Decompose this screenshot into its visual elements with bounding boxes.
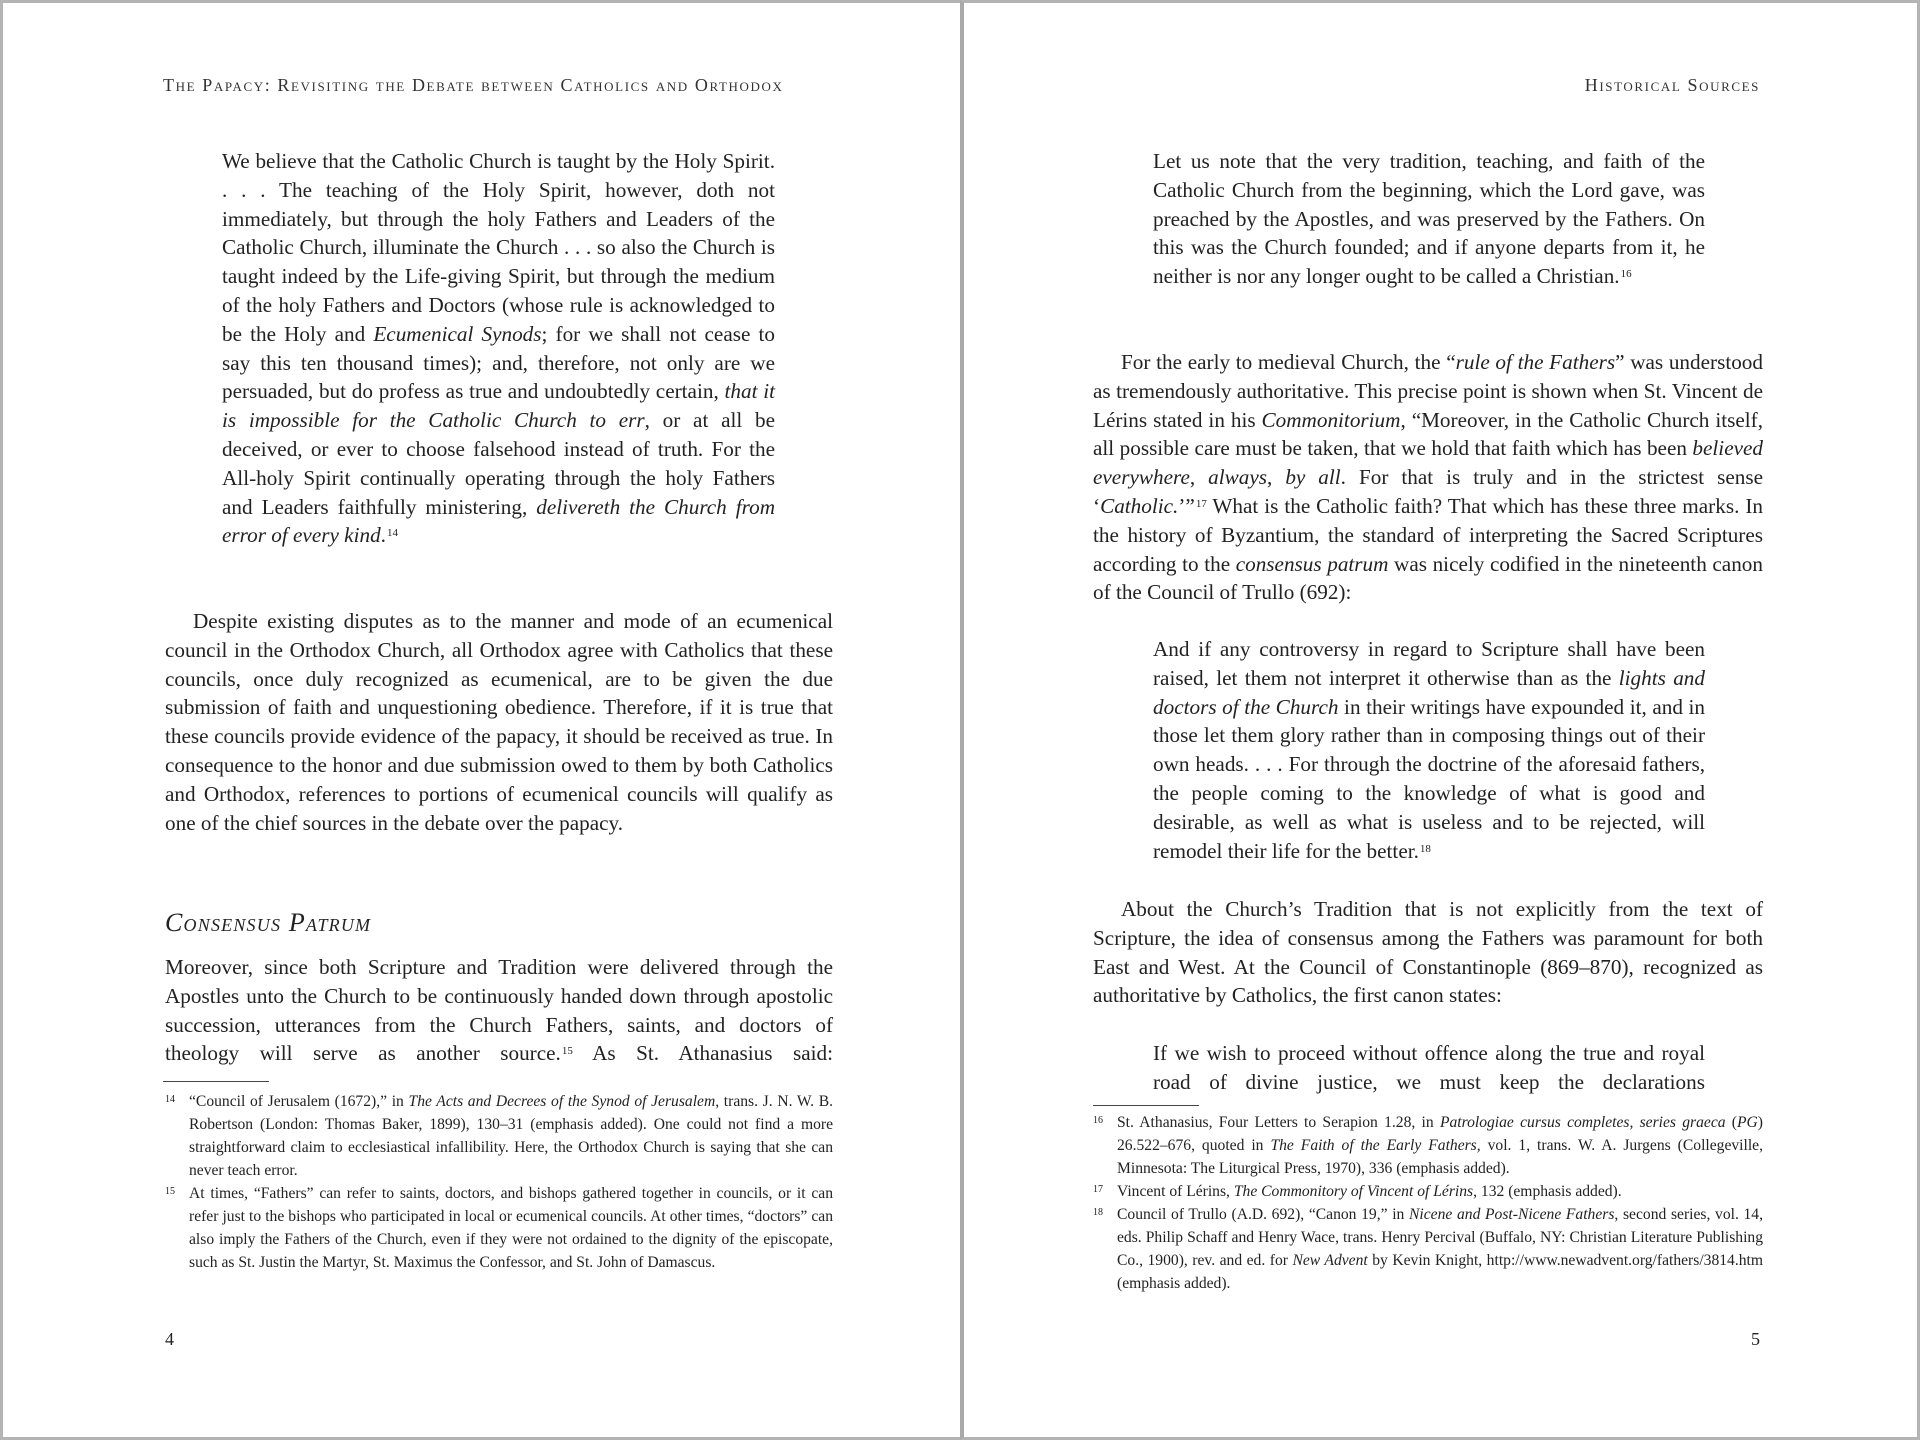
block-quote: Let us note that the very tradition, teaching, and faith of the Catholic Church from the beginning, which the Lord gave, was preached by the Apostles, and was preserved by the Fathers. On this was the Church founded; and if anyone departs from it, he neither is nor any longer ought to be called a Christian.$^{16}$ [1153,149,1705,289]
footnote: 14 “Council of Jerusalem (1672),” in The Acts and Decrees of the Synod of Jerusalem, trans. J. N. W. B. Robertson (London: Thomas Baker, 1899), 130–31 (emphasis added). One could not find a more straightforward claim to ecclesiastical infallibility. Here, the Orthodox Church is saying that she can never teach error. [165,1093,834,1179]
footnote-ref[interactable]: 17 [1195,497,1207,510]
footnote-ref[interactable]: 16 [1620,268,1632,281]
footnote: 18 Council of Trullo (A.D. 692), “Canon 19,” in Nicene and Post-Nicene Fathers, second series, vol. 14, eds. Philip Schaff and Henry Wace, trans. Henry Percival (Buffalo, NY: Christian Literature Publishing Co., 1900), rev. and ed. for New Advent by Kevin Knight, http://www.newadvent.org/fathers/3814.htm (emphasis added). [1093,1206,1764,1292]
block-quote: And if any controversy in regard to Scripture shall have been raised, let them not interpret it otherwise than as the lights and doctors of the Church in their writings have expounded it, and in those let them glory rather than in composing things out of their own heads. . . . For through the doctrine of the aforesaid fathers, the people coming to the knowledge of what is good and desirable, as well as what is useless and to be rejected, will remodel their life for the better.$^{18}$ [1153,637,1706,863]
footnote-rule [1093,1105,1199,1106]
body-paragraph: For the early to medieval Church, the “rule of the Fathers” was understood as tremendously authoritative. This precise point is shown when St. Vincent de Lérins stated in his Commonitorium, “Moreover, in the Catholic Church itself, all possible care must be taken, that we hold that faith which has been believed everywhere, always, by all. For that is truly and in the strictest sense ‘Catholic.’”$^{17}$ What is the Catholic faith? That which has these three marks. In the history of Byzantium, the standard of interpreting the Sacred Scriptures according to the consensus patrum was nicely codified in the nineteenth canon of the Council of Trullo (692): [1093,350,1763,605]
footnote-ref[interactable]: 14 [386,527,398,540]
right-page [960,0,1920,1440]
body-paragraph: Despite existing disputes as to the manner and mode of an ecumenical council in the Orthodox Church, all Orthodox agree with Catholics that these councils, once duly recognized as ecumenical, are to be given the due submission of faith and unquestioning obedience. Therefore, if it is true that these councils provide evidence of the papacy, it should be received as true. In consequence to the honor and due submission owed to them by both Catholics and Orthodox, references to portions of ecumenical councils will qualify as one of the chief sources in the debate over the papacy. [165,609,833,835]
page-number: 4 [165,1329,174,1349]
quote-paragraph: We believe that the Catholic Church is taught by the Holy Spirit. . . . The teaching of the Holy Spirit, however, doth not immediately, but through the holy Fathers and Leaders of the Catholic Church, illuminate the Church . . . so also the Church is taught indeed by the Life-giving Spirit, but through the medium of the holy Fathers and Doctors (whose rule is acknowledged to be the Holy and Ecumenical Synods; for we shall not cease to say this ten thousand times); and, therefore, not only are we persuaded, but do profess as true and undoubtedly certain, that it is impossible for the Catholic Church to err, or at all be deceived, or ever to choose falsehood instead of truth. For the All-holy Spirit continually operating through the holy Fathers and Leaders faithfully ministering, delivereth the Church from error of every kind.$^{14}$ [222,149,776,548]
footnotes [1093,1111,1763,1295]
body-paragraph: Moreover, since both Scripture and Tradition were delivered through the Apostles unto the Church to be continuously handed down through apostolic succession, utterances from the Church Fathers, saints, and doctors of theology will serve as another source.$^{15}$ As St. Athanasius said: [165,955,833,1066]
body-paragraph: About the Church’s Tradition that is not explicitly from the text of Scripture, the idea of consensus among the Fathers was paramount for both East and West. At the Council of Constantinople (869–870), recognized as authoritative by Catholics, the first canon states: [1093,897,1763,1008]
footnote-ref[interactable]: 15 [561,1045,573,1058]
footnote: 16 St. Athanasius, Four Letters to Serapion 1.28, in Patrologiae cursus completes, series graeca (PG) 26.522–676, quoted in The Faith of the Early Fathers, vol. 1, trans. W. A. Jurgens (Collegeville, Minnesota: The Liturgical Press, 1970), 336 (emphasis added). [1093,1114,1763,1177]
running-head: Historical Sources [1584,75,1760,95]
footnote: 15 At times, “Fathers” can refer to saints, doctors, and bishops gathered together in councils, or it can refer just to the bishops who participated in local or ecumenical councils. At other times, “doctors” can also imply the Fathers of the Church, even if they were not ordained to the dignity of the episcopate, such as St. Justin the Martyr, St. Maximus the Confessor, and St. John of Damascus. [165,1185,833,1271]
running-head: The Papacy: Revisiting the Debate between Catholics and Orthodox [163,75,784,95]
footnote-ref[interactable]: 18 [1419,842,1431,855]
block-quote [222,147,775,550]
footnote-rule [163,1081,269,1082]
footnote: 17 Vincent of Lérins, The Commonitory of Vincent of Lérins, 132 (emphasis added). [1093,1183,1622,1200]
footnotes [165,1090,833,1274]
page-number: 5 [1751,1329,1760,1349]
section-heading: Consensus Patrum [165,908,372,937]
block-quote: If we wish to proceed without offence along the true and royal road of divine justice, we must keep the declarations [1153,1041,1705,1094]
